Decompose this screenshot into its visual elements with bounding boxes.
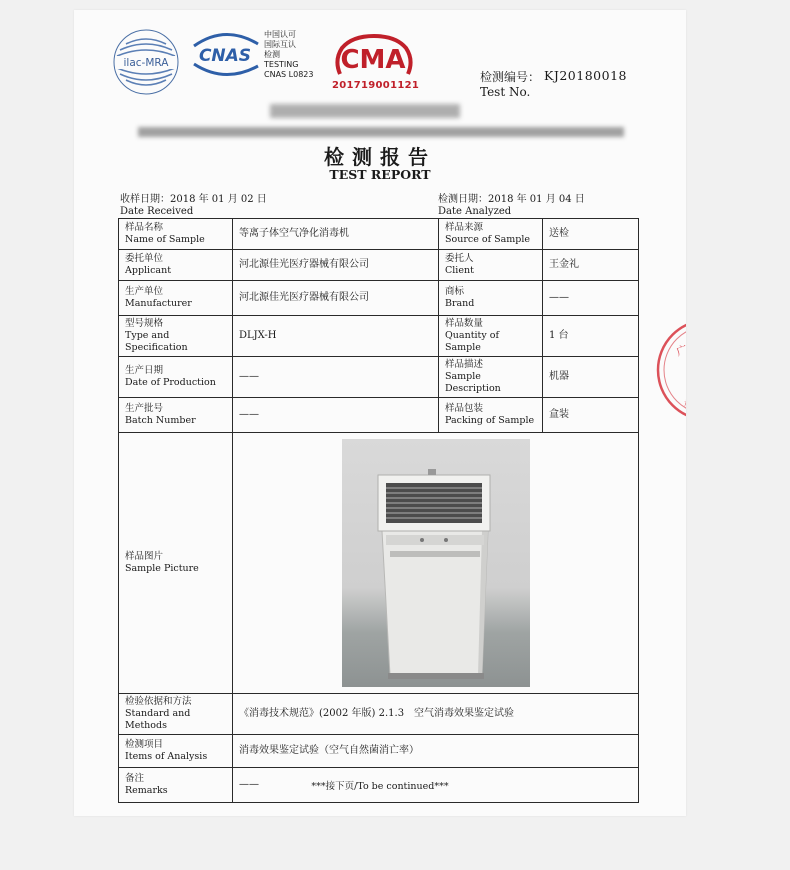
test-no-value: KJ20180018	[544, 68, 627, 83]
sample-photo	[342, 439, 530, 687]
label-cell: 样品来源 Source of Sample	[439, 219, 543, 250]
cnas-line: CNAS L0823	[264, 70, 314, 79]
date-received	[120, 194, 267, 218]
svg-text:广州工业: 广州工业	[674, 331, 721, 359]
table-row	[119, 357, 639, 398]
test-no-label-en: Test No.	[480, 85, 531, 99]
table-row	[119, 316, 639, 357]
cma-logo	[330, 30, 416, 80]
cnas-line: 国际互认	[264, 40, 296, 49]
cma-logo-text: CMA	[340, 45, 406, 75]
table-row	[119, 694, 639, 735]
table-row	[119, 433, 639, 694]
source-value: 送检	[543, 219, 639, 250]
report-title-en: TEST REPORT	[329, 167, 431, 182]
table-row	[119, 398, 639, 433]
label-cell: 生产日期 Date of Production	[119, 357, 233, 398]
redacted-institution-cn	[270, 104, 460, 118]
date-analyzed-en: Date Analyzed	[438, 206, 512, 217]
cnas-logo	[188, 30, 262, 78]
cnas-accreditation-text	[264, 30, 313, 80]
applicant-value: 河北源佳光医疗器械有限公司	[233, 250, 439, 281]
ilac-logo-text: ilac-MRA	[123, 57, 169, 69]
client-value: 王金礼	[543, 250, 639, 281]
manufacturer-value: 河北源佳光医疗器械有限公司	[233, 281, 439, 316]
label-cell: 委托单位 Applicant	[119, 250, 233, 281]
ilac-mra-logo	[112, 28, 180, 96]
label-cell: 备注 Remarks	[119, 768, 233, 803]
test-no-label-cn: 检测编号：	[480, 70, 541, 84]
sample-name-value: 等离子体空气净化消毒机	[233, 219, 439, 250]
label-cell: 委托人 Client	[439, 250, 543, 281]
svg-text:检验: 检验	[684, 400, 704, 411]
date-received-cn: 收样日期：2018 年 01 月 02 日	[120, 194, 267, 205]
cnas-line: TESTING	[264, 60, 299, 69]
label-cell: 样品名称 Name of Sample	[119, 219, 233, 250]
type-value: DLJX-H	[233, 316, 439, 357]
standard-value: 《消毒技术规范》(2002 年版) 2.1.3 空气消毒效果鉴定试验	[233, 694, 639, 735]
packing-value: 盒装	[543, 398, 639, 433]
label-cell: 检测项目 Items of Analysis	[119, 735, 233, 768]
table-row	[119, 281, 639, 316]
continued-footer: ***接下页/To be continued***	[311, 781, 449, 792]
items-value: 消毒效果鉴定试验（空气自然菌消亡率）	[233, 735, 639, 768]
report-title-cn: 检测报告	[324, 145, 436, 169]
label-cell: 型号规格 Type and Specification	[119, 316, 233, 357]
quantity-value: 1 台	[543, 316, 639, 357]
air-purifier-image	[342, 439, 530, 687]
cma-number: 201719001121	[332, 80, 420, 91]
label-cell: 样品包装 Packing of Sample	[439, 398, 543, 433]
redacted-institution-en	[138, 127, 624, 137]
report-sheet	[74, 10, 721, 816]
cnas-line: 检测	[264, 50, 280, 59]
label-cell: 样品图片 Sample Picture	[119, 433, 233, 694]
label-cell: 生产单位 Manufacturer	[119, 281, 233, 316]
cnas-logo-text: CNAS	[198, 46, 252, 66]
label-cell: 样品数量 Quantity of Sample	[439, 316, 543, 357]
cnas-line: 中国认可	[264, 30, 296, 39]
batch-value: ——	[233, 398, 439, 433]
label-cell: 样品描述 Sample Description	[439, 357, 543, 398]
table-row	[119, 250, 639, 281]
brand-value: ——	[543, 281, 639, 316]
red-seal-stamp	[652, 316, 721, 424]
remarks-value: ——	[233, 768, 639, 803]
label-cell: 检验依据和方法 Standard and Methods	[119, 694, 233, 735]
date-received-en: Date Received	[120, 206, 194, 217]
label-cell: 生产批号 Batch Number	[119, 398, 233, 433]
report-table	[118, 218, 639, 803]
sample-picture-cell	[233, 433, 639, 694]
production-value: ——	[233, 357, 439, 398]
date-analyzed-cn: 检测日期：2018 年 01 月 04 日	[438, 194, 585, 205]
table-row	[119, 219, 639, 250]
table-row	[119, 735, 639, 768]
description-value: 机器	[543, 357, 639, 398]
label-cell: 商标 Brand	[439, 281, 543, 316]
date-analyzed	[438, 194, 585, 218]
